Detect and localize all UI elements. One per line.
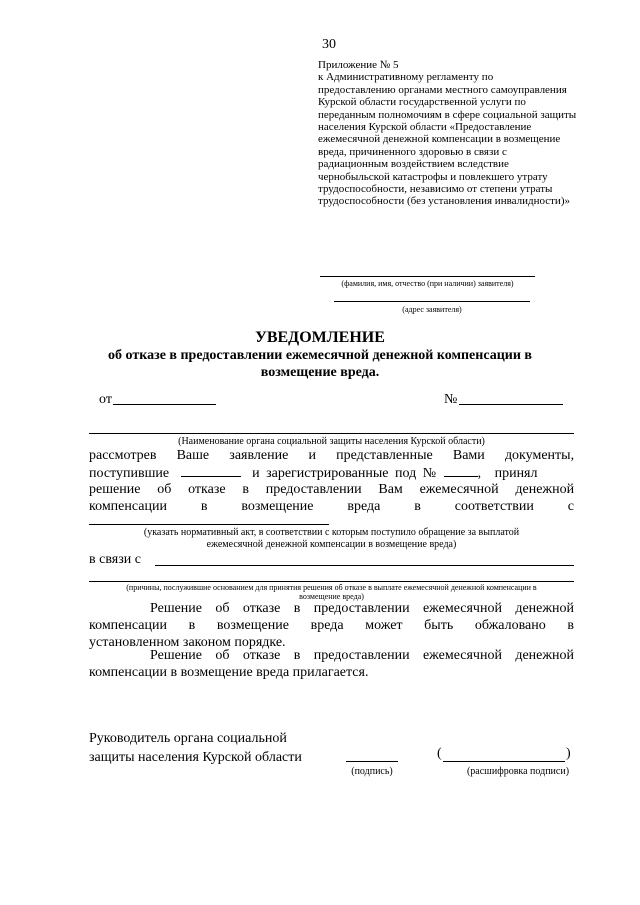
appendix-line: трудоспособности, независимо от степени утраты: [318, 183, 553, 196]
reason-caption: [89, 583, 574, 601]
appeal-line-1: [150, 600, 574, 617]
act-caption-line: (указать нормативный акт, в соответствии с которым поступило обращение за выплатой: [143, 527, 520, 538]
signature-caption: (подпись): [351, 766, 393, 777]
attached-word: Решение: [150, 648, 203, 663]
body-word: решение: [89, 482, 141, 497]
appendix-line: к Административному регламенту по: [318, 71, 494, 84]
body-word: денежной: [515, 482, 575, 497]
body-word: рассмотрев: [89, 448, 157, 463]
applicant-name-caption: (фамилия, имя, отчество (при наличии) заявителя): [341, 279, 514, 288]
applicant-name-line[interactable]: [320, 276, 535, 277]
body-word: в: [242, 482, 249, 497]
body-word: вреда: [347, 499, 381, 514]
number-label: №: [444, 392, 458, 407]
signature-position: [89, 729, 302, 767]
body-word: предоставлении: [265, 482, 362, 497]
appendix-line: Курской области государственной услуги по: [318, 96, 526, 109]
appeal-line-3: установленном законом порядке.: [89, 635, 286, 650]
reason-caption-line: (причины, послужившие основанием для принятия решения об отказе в выплате ежемесячной денежной компенсации в: [126, 583, 537, 592]
decode-open-paren: (: [437, 746, 442, 761]
appeal-word: денежной: [515, 601, 575, 616]
appeal-word: вреда: [310, 618, 344, 633]
appendix-line: трудоспособности (без установления инвалидности)»: [318, 195, 570, 208]
appeal-word: в: [567, 618, 574, 633]
body-text-decided: , принял: [477, 466, 538, 481]
body-word: компенсации: [89, 499, 167, 514]
act-caption: [89, 527, 574, 551]
document-subtitle: [0, 347, 640, 381]
body-text-registered: и зарегистрированные под №: [252, 466, 437, 481]
organ-caption: (Наименование органа социальной защиты населения Курской области): [178, 436, 485, 447]
appeal-line-2: [89, 617, 574, 634]
body-word: Ваше: [176, 448, 210, 463]
reason-label: в связи с: [89, 552, 141, 567]
appendix-line: ежемесячной денежной компенсации в возмещение: [318, 133, 561, 146]
appendix-block: [318, 59, 603, 208]
organ-name-line[interactable]: [89, 433, 574, 434]
appeal-word: в: [188, 618, 196, 633]
appeal-word: может: [365, 618, 403, 633]
body-word: и: [308, 448, 316, 463]
applicant-address-line[interactable]: [334, 301, 530, 302]
attached-line-2: компенсации в возмещение вреда прилагается.: [89, 665, 369, 680]
appeal-word: Решение: [150, 601, 203, 616]
reason-field-2[interactable]: [89, 581, 574, 582]
body-word: Вам: [378, 482, 403, 497]
body-word: в: [200, 499, 208, 514]
registration-number-field[interactable]: [444, 464, 478, 477]
body-word: отказе: [188, 482, 226, 497]
appeal-word: возмещение: [216, 618, 289, 633]
appendix-line: населения Курской области «Предоставление: [318, 121, 532, 134]
body-word: ежемесячной: [419, 482, 499, 497]
body-word: в: [414, 499, 421, 514]
appeal-word: быть: [424, 618, 454, 633]
appeal-word: обжаловано: [474, 618, 546, 633]
page-number: 30: [322, 37, 336, 52]
subtitle-line: об отказе в предоставлении ежемесячной денежной компенсации в: [108, 348, 532, 363]
position-line: Руководитель органа социальной: [89, 731, 287, 746]
act-caption-line: ежемесячной денежной компенсации в возмещение вреда): [206, 539, 457, 550]
attached-word: ежемесячной: [422, 648, 502, 663]
decode-caption: (расшифровка подписи): [466, 766, 570, 777]
appendix-line: Приложение № 5: [318, 59, 399, 71]
appendix-line: чернобыльской катастрофы и повлекшего утрату: [318, 170, 548, 183]
body-word: об: [157, 482, 172, 497]
attached-word: денежной: [515, 648, 575, 663]
normative-act-line[interactable]: [89, 524, 329, 525]
appeal-word: в: [293, 601, 301, 616]
body-word: возмещение: [241, 499, 314, 514]
body-word: Вами: [452, 448, 485, 463]
attached-word: предоставлении: [313, 648, 410, 663]
document-title: УВЕДОМЛЕНИЕ: [255, 329, 385, 346]
appendix-line: радиационным воздействием вследствие: [318, 158, 509, 171]
appeal-word: ежемесячной: [422, 601, 502, 616]
body-word: представленные: [336, 448, 433, 463]
appendix-line: переданным полномочиям в сфере социальной защиты: [318, 108, 577, 121]
attached-word: отказе: [242, 648, 281, 663]
body-line-4: [89, 498, 574, 515]
reason-caption-line: возмещение вреда): [299, 592, 364, 601]
body-word: соответствии: [454, 499, 534, 514]
decode-close-paren: ): [566, 746, 571, 761]
body-word: заявление: [229, 448, 289, 463]
signature-decode-field[interactable]: [443, 761, 565, 762]
body-line-2: [89, 464, 574, 482]
reason-field-1[interactable]: [155, 565, 574, 566]
body-word: документы,: [504, 448, 575, 463]
from-label: от: [99, 392, 112, 407]
attached-word: в: [293, 648, 301, 663]
appeal-word: предоставлении: [313, 601, 410, 616]
appeal-word: компенсации: [89, 618, 167, 633]
attached-line-1: [150, 647, 574, 664]
subtitle-line: возмещение вреда.: [260, 365, 380, 380]
applicant-address-caption: (адрес заявителя): [402, 305, 462, 314]
date-field[interactable]: [113, 404, 216, 405]
signature-field[interactable]: [346, 761, 398, 762]
body-line-3: [89, 481, 574, 498]
appeal-word: отказе: [242, 601, 281, 616]
body-word: с: [567, 499, 574, 514]
received-date-field[interactable]: [181, 464, 241, 477]
number-field[interactable]: [459, 404, 563, 405]
body-line-1: [89, 447, 574, 464]
attached-word: об: [215, 648, 230, 663]
appendix-line: вреда, причиненного здоровью в связи с: [318, 145, 507, 158]
body-text-received: поступившие: [89, 466, 170, 481]
position-line: защиты населения Курской области: [89, 750, 302, 765]
appendix-line: предоставлению органами местного самоуправления: [318, 83, 567, 96]
appeal-word: об: [215, 601, 230, 616]
